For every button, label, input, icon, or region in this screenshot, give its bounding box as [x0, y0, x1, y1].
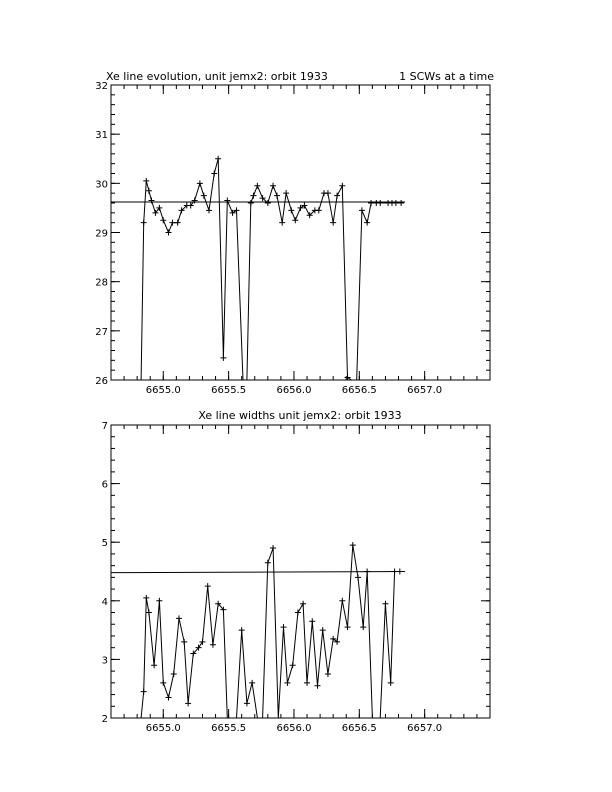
- series-line-bottom: [141, 545, 400, 718]
- data-point-bottom: [143, 595, 149, 601]
- y-tick-label-top: 29: [95, 228, 108, 240]
- data-point-top: [248, 200, 254, 206]
- data-point-top: [339, 183, 345, 189]
- data-point-top: [283, 190, 289, 196]
- data-point-top: [270, 183, 276, 189]
- y-tick-label-top: 27: [95, 326, 108, 338]
- data-point-bottom: [166, 694, 172, 700]
- data-point-bottom: [185, 700, 191, 706]
- y-tick-label-bottom: 5: [101, 538, 108, 550]
- y-tick-label-top: 28: [95, 277, 108, 289]
- y-tick-label-top: 32: [95, 81, 108, 92]
- x-tick-label-top: 6657.0: [407, 385, 443, 396]
- x-tick-label-top: 6656.5: [341, 385, 377, 396]
- x-tick-label-bottom: 6656.5: [341, 723, 377, 734]
- chart-panel-bottom: [102, 409, 490, 734]
- data-point-bottom: [171, 671, 177, 677]
- data-point-top: [368, 200, 374, 206]
- data-point-bottom: [382, 601, 388, 607]
- data-point-top: [211, 171, 217, 177]
- data-point-bottom: [364, 569, 370, 575]
- data-point-bottom: [146, 610, 152, 616]
- series-line-top: [141, 159, 401, 380]
- data-point-bottom: [360, 624, 366, 630]
- data-point-bottom: [325, 671, 331, 677]
- data-point-top: [334, 193, 340, 199]
- data-point-bottom: [270, 545, 276, 551]
- y-tick-label-bottom: 6: [101, 479, 108, 491]
- chart-subtitle-top: 1 SCWs at a time: [399, 70, 494, 83]
- data-point-top: [206, 207, 212, 213]
- y-tick-label-top: 30: [95, 179, 108, 191]
- data-point-bottom: [181, 639, 187, 645]
- data-point-bottom: [355, 574, 361, 580]
- data-point-bottom: [304, 680, 310, 686]
- data-point-top: [359, 207, 365, 213]
- x-tick-label-top: 6655.0: [145, 385, 181, 396]
- data-point-top: [220, 355, 226, 361]
- data-point-top: [146, 188, 152, 194]
- data-point-bottom: [339, 598, 345, 604]
- chart-title-top: Xe line evolution, unit jemx2: orbit 1933: [106, 70, 328, 83]
- x-tick-label-bottom: 6655.0: [145, 723, 181, 734]
- data-point-top: [325, 190, 331, 196]
- data-point-top: [254, 183, 260, 189]
- data-point-top: [166, 230, 172, 236]
- data-point-bottom: [281, 624, 287, 630]
- y-tick-label-top: 26: [95, 376, 108, 387]
- data-point-top: [250, 193, 256, 199]
- data-point-bottom: [249, 680, 255, 686]
- data-point-bottom: [350, 542, 356, 548]
- data-point-bottom: [284, 680, 290, 686]
- data-point-bottom: [210, 642, 216, 648]
- data-point-bottom: [388, 680, 394, 686]
- data-point-top: [149, 198, 155, 204]
- x-tick-label-bottom: 6657.0: [407, 723, 443, 734]
- data-point-bottom: [345, 624, 351, 630]
- data-point-bottom: [244, 700, 250, 706]
- data-point-top: [364, 220, 370, 226]
- chart-panel-top: [95, 70, 494, 396]
- data-point-top: [160, 217, 166, 223]
- mean-line-bottom: [111, 572, 405, 573]
- data-point-bottom: [199, 639, 205, 645]
- data-point-bottom: [151, 662, 157, 668]
- y-tick-label-bottom: 7: [101, 421, 108, 432]
- data-point-top: [330, 220, 336, 226]
- y-tick-label-bottom: 3: [101, 655, 108, 667]
- data-point-top: [288, 207, 294, 213]
- data-point-bottom: [309, 618, 315, 624]
- data-point-bottom: [320, 627, 326, 633]
- data-point-bottom: [265, 560, 271, 566]
- data-point-top: [274, 193, 280, 199]
- x-tick-label-bottom: 6656.0: [276, 723, 312, 734]
- x-tick-label-top: 6656.0: [276, 385, 312, 396]
- data-point-top: [398, 200, 404, 206]
- data-point-top: [175, 220, 181, 226]
- data-point-bottom: [392, 569, 398, 575]
- data-point-top: [141, 220, 147, 226]
- y-tick-label-bottom: 4: [101, 596, 108, 608]
- data-point-bottom: [205, 583, 211, 589]
- data-point-top: [143, 178, 149, 184]
- data-point-bottom: [239, 627, 245, 633]
- data-point-bottom: [295, 610, 301, 616]
- data-point-bottom: [314, 683, 320, 689]
- x-tick-label-top: 6655.5: [211, 385, 247, 396]
- data-point-top: [215, 156, 221, 162]
- x-tick-label-bottom: 6655.5: [211, 723, 247, 734]
- data-point-bottom: [290, 662, 296, 668]
- data-point-top: [393, 200, 399, 206]
- data-point-top: [201, 193, 207, 199]
- data-point-top: [377, 200, 383, 206]
- data-point-bottom: [176, 615, 182, 621]
- chart-title-bottom: Xe line widths unit jemx2: orbit 1933: [198, 409, 402, 422]
- y-tick-label-top: 31: [95, 130, 108, 142]
- data-point-top: [197, 180, 203, 186]
- data-point-top: [224, 198, 230, 204]
- data-point-top: [292, 217, 298, 223]
- y-tick-label-bottom: 2: [101, 714, 108, 725]
- data-point-top: [279, 220, 285, 226]
- data-point-bottom: [397, 569, 403, 575]
- data-point-bottom: [160, 680, 166, 686]
- data-point-bottom: [300, 601, 306, 607]
- data-point-bottom: [141, 689, 147, 695]
- data-point-bottom: [156, 598, 162, 604]
- data-point-top: [316, 207, 322, 213]
- data-point-top: [169, 220, 175, 226]
